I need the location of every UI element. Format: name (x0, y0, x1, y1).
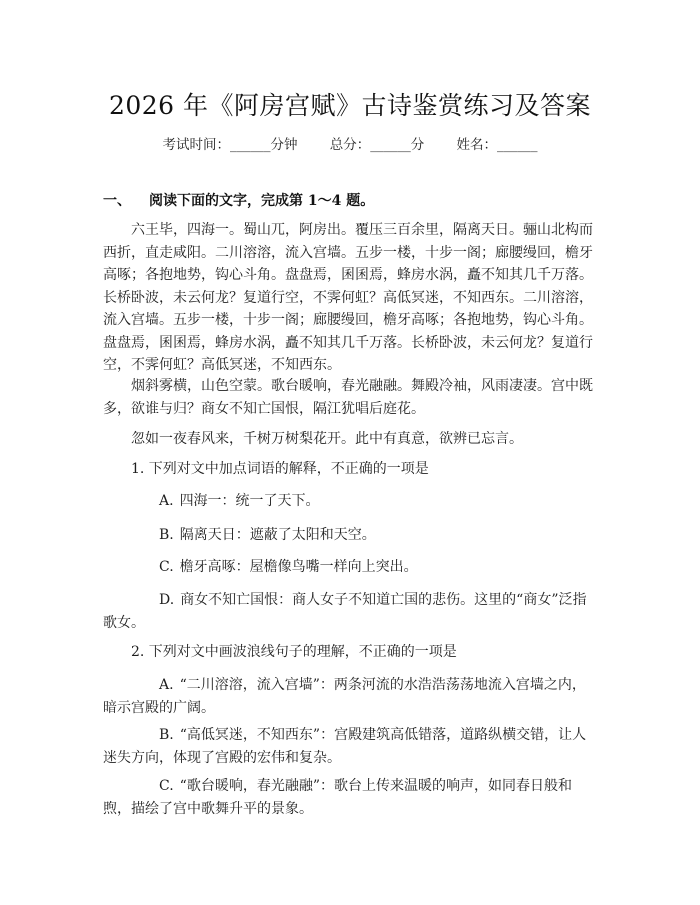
option-text: 四海一：统一了天下。 (179, 493, 320, 509)
section-instruction: 阅读下面的文字，完成第 1～4 题。 (149, 193, 375, 209)
section-heading (103, 190, 374, 210)
option-text: 檐牙高啄：屋檐像鸟嘴一样向上突出。 (179, 559, 418, 575)
question-1-option-d (103, 589, 599, 634)
option-label: C. (159, 778, 174, 794)
option-label: D. (159, 592, 175, 608)
option-label: B. (159, 727, 174, 743)
option-text: “二川溶溶，流入宫墙”：两条河流的水浩浩荡荡地流入宫墙之内，暗示宫殿的广阔。 (103, 677, 586, 716)
passage-paragraph-2: 烟斜雾横，山色空蒙。歌台暖响，春光融融。舞殿冷袖，风雨凄凄。宫中既多，欲谁与归？商女不知亡国恨，隔江犹唱后庭花。 (103, 378, 593, 417)
option-label: A. (159, 677, 174, 693)
exam-meta (0, 133, 700, 153)
exam-time-field: 考试时间：______分钟 (162, 137, 298, 153)
option-label: B. (159, 527, 174, 543)
option-text: “歌台暖响，春光融融”：歌台上传来温暖的响声，如同春日般和煦，描绘了宫中歌舞升平的景象。 (103, 778, 572, 817)
option-text: “高低冥迷，不知西东”：宫殿建筑高低错落，道路纵横交错，让人迷失方向，体现了宫殿的宏伟和复杂。 (103, 727, 587, 766)
section-number: 一、 (103, 193, 131, 209)
question-1-option-a (159, 490, 320, 513)
question-2-option-a (103, 674, 599, 719)
question-1-option-b (159, 524, 376, 547)
question-1-option-c (159, 556, 418, 579)
question-1-stem: 1. 下列对文中加点词语的解释，不正确的一项是 (131, 461, 429, 477)
option-text: 隔离天日：遮蔽了太阳和天空。 (179, 527, 376, 543)
question-2-stem: 2. 下列对文中画波浪线句子的理解，不正确的一项是 (131, 644, 457, 660)
passage-paragraph-1: 六王毕，四海一。蜀山兀，阿房出。覆压三百余里，隔离天日。骊山北构而西折，直走咸阳。二川溶溶，流入宫墙。五步一楼，十步一阁；廊腰缦回，檐牙高啄；各抱地势，钩心斗角。盘盘焉，囷囷焉，蜂房水涡，矗不知其几千万落。长桥卧波，未云何龙？复道行空，不霁何虹？高低冥迷，不知西东。二川溶溶，流入宫墙。五步一楼，十步一阁；廊腰缦回，檐牙高啄；各抱地势，钩心斗角。盘盘焉，囷囷焉，蜂房水涡，矗不知其几千万落。长桥卧波，未云何龙？复道行空，不霁何虹？高低冥迷，不知西东。 (103, 222, 593, 373)
question-2-option-b (103, 724, 599, 769)
option-label: C. (159, 559, 174, 575)
option-label: A. (159, 493, 174, 509)
passage-paragraph-3: 忽如一夜春风来，千树万树梨花开。此中有真意，欲辨已忘言。 (131, 431, 523, 447)
total-score-field: 总分：______分 (329, 137, 425, 153)
option-text: 商女不知亡国恨：商人女子不知道亡国的悲伤。这里的“商女”泛指歌女。 (103, 592, 587, 631)
student-name-field: 姓名：______ (456, 137, 538, 153)
page-title: 2026 年《阿房宫赋》古诗鉴赏练习及答案 (108, 91, 592, 120)
question-2-option-c (103, 775, 599, 820)
